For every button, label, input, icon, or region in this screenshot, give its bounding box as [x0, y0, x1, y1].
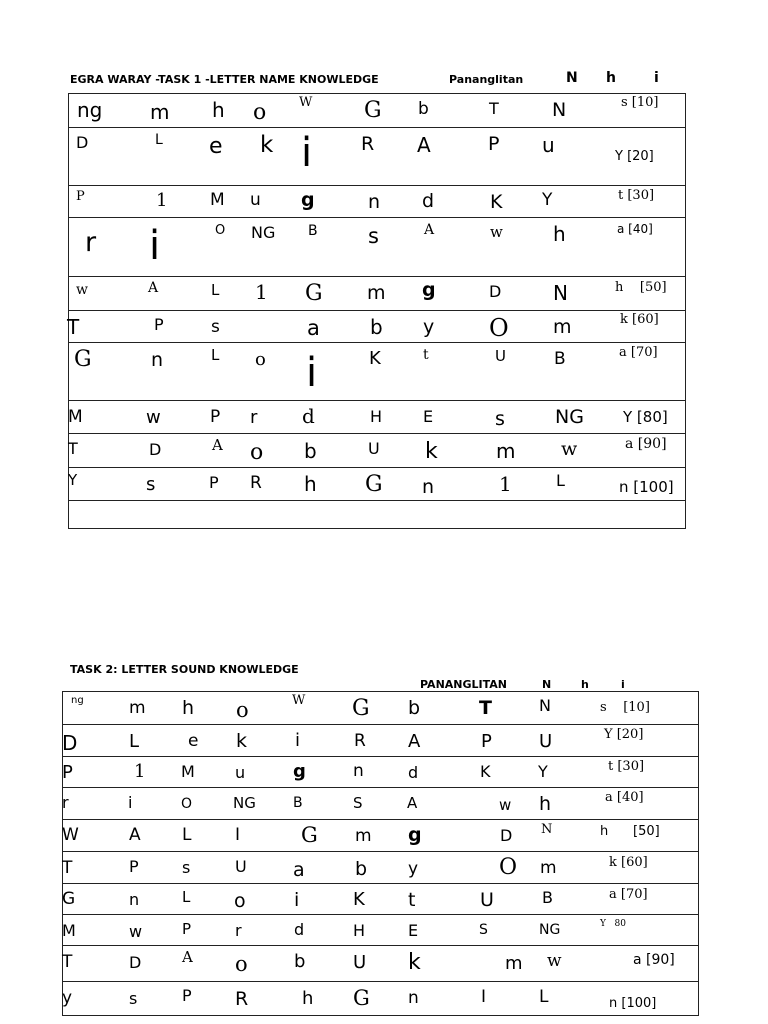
- table-row: [63, 724, 698, 757]
- letter-cell: m: [496, 439, 516, 463]
- task1-title: EGRA WARAY -TASK 1 -LETTER NAME KNOWLEDGE: [70, 73, 379, 86]
- letter-cell: g: [293, 761, 306, 782]
- letter-cell: b: [408, 697, 421, 719]
- task2-example-letter: i: [621, 678, 625, 691]
- letter-cell: NG: [251, 223, 276, 242]
- item-count: s [10]: [600, 700, 650, 715]
- letter-cell: b: [304, 439, 317, 463]
- item-count: Y [20]: [615, 149, 654, 164]
- letter-cell: P: [210, 407, 221, 427]
- letter-cell: I: [235, 825, 241, 845]
- letter-cell: s: [129, 989, 138, 1008]
- letter-cell: G: [305, 281, 323, 306]
- letter-cell: W: [62, 825, 79, 845]
- letter-cell: G: [365, 472, 383, 497]
- task1-example-letter: N: [566, 70, 578, 86]
- letter-cell: i: [301, 130, 313, 176]
- table-row: [63, 819, 698, 852]
- table-row: [69, 342, 685, 401]
- letter-cell: Y: [542, 190, 553, 210]
- letter-cell: n: [422, 476, 435, 498]
- letter-cell: g: [408, 824, 422, 846]
- letter-cell: T: [62, 952, 73, 972]
- letter-cell: K: [369, 348, 381, 369]
- table-row: [63, 692, 698, 724]
- letter-cell: M: [62, 921, 76, 940]
- letter-cell: P: [488, 133, 500, 155]
- letter-cell: m: [367, 282, 386, 304]
- letter-cell: W: [299, 95, 313, 110]
- letter-cell: o: [253, 100, 267, 125]
- letter-cell: s: [368, 224, 379, 248]
- letter-cell: U: [480, 889, 494, 911]
- item-count: h [50]: [600, 824, 660, 839]
- letter-cell: M: [181, 762, 195, 781]
- letter-cell: g: [301, 189, 315, 211]
- task2-example-letter: h: [581, 678, 589, 691]
- letter-cell: G: [301, 823, 318, 847]
- letter-cell: U: [235, 857, 247, 876]
- letter-cell: R: [250, 473, 262, 493]
- letter-cell: L: [211, 281, 220, 299]
- letter-cell: P: [76, 189, 85, 204]
- letter-cell: A: [417, 133, 431, 157]
- letter-cell: r: [85, 227, 97, 258]
- letter-cell: h: [302, 988, 314, 1009]
- table-row: [69, 310, 685, 343]
- table-row: [69, 185, 685, 218]
- letter-cell: NG: [555, 406, 584, 428]
- letter-cell: A: [148, 280, 159, 296]
- letter-cell: w: [547, 951, 562, 971]
- letter-cell: P: [481, 731, 492, 752]
- letter-cell: e: [209, 134, 223, 159]
- letter-cell: A: [424, 222, 435, 238]
- task2-example-label: PANANGLITAN: [420, 678, 507, 691]
- item-count: a [40]: [617, 222, 653, 236]
- letter-cell: T: [489, 99, 499, 118]
- letter-cell: m: [540, 858, 557, 878]
- letter-cell: O: [181, 796, 193, 812]
- table-row: [69, 276, 685, 311]
- letter-cell: B: [293, 795, 303, 811]
- letter-cell: k: [260, 132, 274, 158]
- letter-cell: U: [495, 347, 506, 365]
- letter-cell: b: [294, 951, 306, 972]
- letter-cell: 1: [134, 761, 146, 782]
- letter-cell: S: [479, 922, 488, 938]
- letter-cell: D: [129, 953, 142, 972]
- letter-cell: u: [250, 190, 261, 210]
- letter-cell: T: [479, 697, 492, 719]
- task1-example-letter: h: [606, 70, 616, 86]
- letter-cell: P: [209, 473, 219, 492]
- table-row: [63, 851, 698, 884]
- item-count: a [40]: [605, 790, 644, 805]
- letter-cell: M: [210, 190, 225, 210]
- task1-example-letter: i: [654, 70, 659, 86]
- letter-cell: L: [182, 888, 191, 906]
- letter-cell: M: [68, 407, 83, 427]
- letter-cell: T: [68, 439, 78, 458]
- letter-cell: o: [250, 440, 264, 465]
- letter-cell: r: [62, 793, 69, 812]
- letter-cell: A: [407, 794, 418, 812]
- task2-example-letter: N: [542, 678, 552, 691]
- letter-cell: i: [294, 889, 300, 911]
- letter-cell: K: [480, 762, 491, 781]
- letter-cell: E: [423, 407, 434, 426]
- letter-cell: t: [423, 347, 429, 363]
- letter-cell: T: [62, 858, 73, 878]
- letter-cell: L: [129, 731, 140, 752]
- letter-cell: 1: [156, 190, 168, 211]
- table-row: [69, 217, 685, 277]
- table-row: [63, 914, 698, 946]
- letter-cell: Y: [538, 762, 548, 781]
- letter-cell: B: [554, 349, 566, 369]
- task1-letter-grid: [68, 93, 686, 529]
- letter-cell: b: [418, 99, 429, 119]
- letter-cell: A: [212, 436, 223, 454]
- letter-cell: B: [542, 888, 553, 907]
- letter-cell: e: [188, 731, 199, 751]
- letter-cell: G: [352, 696, 370, 721]
- letter-cell: K: [490, 191, 503, 213]
- table-row: [63, 945, 698, 982]
- letter-cell: h: [553, 222, 566, 246]
- letter-cell: k: [408, 950, 421, 975]
- letter-cell: a: [293, 859, 305, 881]
- table-row: [69, 467, 685, 501]
- letter-cell: B: [308, 223, 318, 239]
- letter-cell: P: [62, 762, 73, 783]
- letter-cell: 1: [255, 280, 268, 304]
- letter-cell: P: [182, 920, 192, 938]
- letter-cell: o: [236, 698, 249, 722]
- item-count: n [100]: [619, 478, 674, 496]
- letter-cell: h: [539, 793, 552, 815]
- task1-example-label: Pananglitan: [449, 73, 524, 86]
- letter-cell: o: [255, 349, 266, 370]
- item-count: t [30]: [608, 759, 645, 774]
- letter-cell: g: [422, 279, 436, 301]
- item-count: Y [80]: [623, 408, 668, 426]
- letter-cell: r: [235, 921, 242, 940]
- table-row: [69, 433, 685, 468]
- letter-cell: y: [408, 859, 419, 879]
- item-count: k [60]: [609, 855, 648, 870]
- item-count: k [60]: [620, 312, 659, 327]
- letter-cell: n: [129, 890, 140, 909]
- letter-cell: n: [368, 191, 381, 213]
- letter-cell: L: [211, 346, 220, 364]
- letter-cell: N: [553, 281, 568, 305]
- letter-cell: w: [129, 922, 143, 941]
- letter-cell: L: [155, 132, 163, 148]
- item-count: a [70]: [609, 887, 648, 902]
- item-count: Y 80: [600, 919, 626, 929]
- letter-cell: w: [499, 796, 512, 814]
- letter-cell: G: [74, 347, 92, 372]
- table-row: [63, 883, 698, 915]
- letter-cell: s: [182, 858, 191, 877]
- letter-cell: u: [542, 133, 555, 157]
- letter-cell: o: [234, 890, 246, 912]
- letter-cell: L: [556, 471, 565, 490]
- letter-cell: U: [539, 731, 553, 752]
- letter-cell: A: [182, 948, 193, 966]
- letter-cell: d: [408, 763, 419, 782]
- letter-cell: s: [146, 474, 156, 495]
- letter-cell: P: [154, 315, 164, 334]
- letter-cell: w: [146, 407, 161, 428]
- task2-title: TASK 2: LETTER SOUND KNOWLEDGE: [70, 663, 299, 676]
- letter-cell: n: [353, 761, 364, 781]
- letter-cell: O: [489, 314, 509, 342]
- letter-cell: u: [235, 763, 246, 782]
- letter-cell: r: [250, 407, 258, 428]
- letter-cell: 1: [499, 472, 512, 496]
- letter-cell: T: [67, 315, 80, 339]
- letter-cell: D: [149, 440, 162, 459]
- letter-cell: o: [235, 952, 248, 976]
- letter-cell: H: [370, 407, 383, 426]
- letter-cell: t: [408, 889, 416, 911]
- letter-cell: h: [182, 697, 195, 719]
- letter-cell: i: [306, 350, 318, 396]
- letter-cell: h: [212, 98, 225, 122]
- item-count: t [30]: [618, 188, 655, 203]
- letter-cell: n: [151, 349, 164, 371]
- letter-cell: N: [539, 696, 551, 715]
- letter-cell: w: [490, 223, 503, 241]
- letter-cell: m: [553, 316, 572, 338]
- letter-cell: b: [370, 315, 383, 339]
- letter-cell: I: [481, 987, 487, 1007]
- table-row: [69, 127, 685, 186]
- item-count: s [10]: [621, 95, 659, 110]
- letter-cell: ng: [71, 695, 84, 706]
- letter-cell: d: [294, 920, 305, 939]
- letter-cell: L: [182, 825, 192, 845]
- letter-cell: m: [150, 100, 170, 124]
- letter-cell: P: [182, 986, 192, 1005]
- letter-cell: y: [62, 988, 73, 1008]
- letter-cell: L: [539, 987, 549, 1007]
- letter-cell: m: [505, 953, 523, 974]
- table-row: [69, 400, 685, 434]
- letter-cell: a: [307, 316, 320, 340]
- letter-cell: E: [408, 921, 419, 940]
- table-row: [63, 756, 698, 788]
- letter-cell: k: [425, 439, 438, 464]
- letter-cell: d: [302, 404, 315, 428]
- letter-cell: k: [236, 730, 248, 752]
- letter-cell: A: [129, 825, 141, 845]
- letter-cell: ng: [77, 98, 103, 122]
- item-count: h [50]: [615, 280, 667, 295]
- letter-cell: i: [128, 793, 133, 812]
- letter-cell: O: [499, 855, 518, 880]
- letter-cell: W: [292, 693, 306, 708]
- letter-cell: h: [304, 472, 317, 496]
- letter-cell: R: [361, 133, 375, 155]
- letter-cell: b: [355, 858, 368, 880]
- letter-cell: U: [368, 439, 380, 458]
- letter-cell: Y: [68, 471, 78, 489]
- letter-cell: NG: [539, 922, 561, 938]
- letter-cell: s: [211, 317, 220, 337]
- letter-cell: m: [355, 826, 372, 846]
- task2-letter-grid: [62, 691, 699, 1016]
- letter-cell: G: [364, 98, 382, 123]
- letter-cell: y: [423, 316, 435, 338]
- letter-cell: w: [561, 438, 578, 460]
- letter-cell: s: [495, 408, 505, 430]
- letter-cell: d: [422, 190, 435, 212]
- item-count: n [100]: [609, 996, 657, 1011]
- item-count: Y [20]: [604, 727, 644, 742]
- letter-cell: G: [62, 889, 76, 909]
- letter-cell: n: [408, 988, 419, 1008]
- item-count: a [70]: [619, 345, 658, 360]
- letter-cell: R: [235, 988, 249, 1010]
- table-row: [69, 500, 685, 530]
- letter-cell: K: [353, 889, 365, 910]
- letter-cell: G: [353, 986, 370, 1010]
- letter-cell: w: [76, 282, 88, 298]
- letter-cell: P: [129, 857, 139, 876]
- letter-cell: m: [129, 698, 146, 718]
- letter-cell: S: [353, 794, 363, 812]
- item-count: a [90]: [633, 952, 675, 968]
- letter-cell: D: [489, 282, 502, 301]
- letter-cell: D: [62, 731, 78, 755]
- letter-cell: D: [76, 133, 89, 152]
- table-row: [63, 787, 698, 820]
- letter-cell: U: [353, 952, 367, 973]
- table-row: [63, 981, 698, 1016]
- letter-cell: N: [552, 99, 567, 121]
- letter-cell: D: [500, 826, 513, 845]
- item-count: a [90]: [625, 436, 667, 452]
- letter-cell: NG: [233, 794, 256, 812]
- letter-cell: N: [541, 822, 553, 837]
- letter-cell: O: [215, 223, 226, 238]
- letter-cell: A: [408, 731, 421, 752]
- table-row: [69, 94, 685, 127]
- letter-cell: R: [354, 731, 366, 751]
- letter-cell: i: [295, 730, 301, 751]
- letter-cell: i: [149, 223, 161, 269]
- letter-cell: H: [353, 921, 366, 940]
